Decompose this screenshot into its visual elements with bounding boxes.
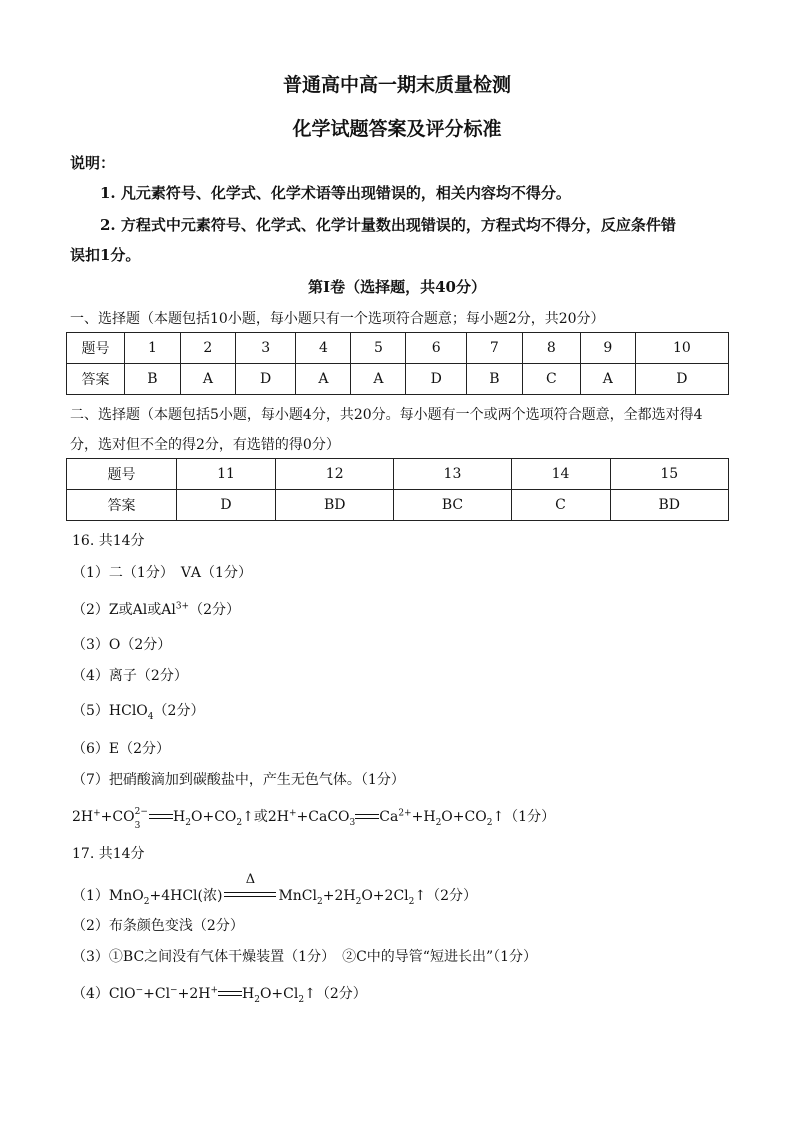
table-header-cell: 答案: [67, 490, 177, 521]
page-title: 普通高中高一期末质量检测: [282, 74, 511, 96]
answer-table-2: [66, 458, 729, 521]
q16-answer-2: （2）Z或Al或$Al^{3+}(2$分）: [72, 601, 241, 618]
q16-equation: 2H++CO 2− 3 $H_2O+CO_2↑$或2H++CaCO$_3$ $Ca^{2+}+H_2O+CO_2↑(1$分）: [72, 807, 556, 831]
q16-answer-3: （3）O（2分）: [72, 637, 172, 653]
question-number: 1: [125, 333, 181, 364]
part1-description: 一、选择题（本题包括10小题，每小题只有一个选项符合题意；每小题2分，共20分）: [70, 311, 605, 327]
equals-sign-icon: [218, 988, 242, 1000]
question-number: 3: [235, 333, 296, 364]
answer-cell: BD: [276, 490, 394, 521]
table-header-cell: 答案: [67, 364, 125, 395]
answer-cell: C: [511, 490, 610, 521]
notes-heading: 说明：: [70, 154, 116, 172]
q17-answer-1: （1）MnO$_2$+4HCl(浓) Δ $MnCl_2+2H_2O+2Cl_2↑(2$分）: [72, 872, 478, 907]
q17-answer-3: （3）①BC之间没有气体干燥装置（1分） ②C中的导管“短进长出”（1分）: [72, 949, 538, 965]
note-item: 2. 方程式中元素符号、化学式、化学计量数出现错误的，方程式均不得分，反应条件错: [100, 216, 676, 234]
question-number: 9: [580, 333, 635, 364]
table-row: [67, 364, 729, 395]
heating-equals-sign-icon: Δ: [222, 888, 278, 904]
question-number: 12: [276, 459, 394, 490]
question-number: 2: [180, 333, 235, 364]
answer-cell: D: [406, 364, 467, 395]
question-number: 15: [610, 459, 728, 490]
answer-cell: D: [635, 364, 728, 395]
answer-cell: A: [351, 364, 406, 395]
equals-sign-icon: [355, 811, 379, 823]
answer-cell: D: [177, 490, 276, 521]
equals-sign-icon: [149, 811, 173, 823]
question-number: 7: [466, 333, 522, 364]
table-row: [67, 459, 729, 490]
question-number: 8: [522, 333, 580, 364]
table-header-cell: 题号: [67, 459, 177, 490]
q16-answer-6: （6）E（2分）: [72, 741, 171, 757]
table-row: [67, 333, 729, 364]
note-item: 误扣1分。: [70, 246, 141, 264]
question-number: 11: [177, 459, 276, 490]
question-number: 10: [635, 333, 728, 364]
question-number: 5: [351, 333, 406, 364]
answer-cell: D: [235, 364, 296, 395]
answer-cell: A: [580, 364, 635, 395]
q16-answer-5: （5）HClO$_4$（2分）: [72, 703, 205, 722]
question-number: 14: [511, 459, 610, 490]
question-number: 6: [406, 333, 467, 364]
q16-answer-4: （4）离子（2分）: [72, 668, 188, 684]
note-item: 1. 凡元素符号、化学式、化学术语等出现错误的，相关内容均不得分。: [100, 184, 571, 202]
table-row: [67, 490, 729, 521]
answer-cell: C: [522, 364, 580, 395]
q16-answer-1: （1）二（1分） ⅤA（1分）: [72, 565, 252, 581]
table-header-cell: 题号: [67, 333, 125, 364]
answer-cell: BD: [610, 490, 728, 521]
answer-cell: BC: [394, 490, 511, 521]
question-number: 13: [394, 459, 511, 490]
q17-answer-4: （4）ClO−+Cl−+2H+ $H_2O+Cl_2↑(2$分）: [72, 985, 367, 1005]
q16-heading: 16. 共14分: [72, 533, 145, 549]
q16-answer-7: （7）把硝酸滴加到碳酸盐中，产生无色气体。（1分）: [72, 772, 405, 788]
part2-description: 分，选对但不全的得2分，有选错的得0分）: [70, 437, 340, 453]
q17-heading: 17. 共14分: [72, 846, 145, 862]
page-subtitle: 化学试题答案及评分标准: [292, 118, 502, 140]
answer-cell: B: [125, 364, 181, 395]
q17-answer-2: （2）布条颜色变浅（2分）: [72, 918, 244, 934]
part2-description: 二、选择题（本题包括5小题，每小题4分，共20分。每小题有一个或两个选项符合题意，全都选对得4: [70, 407, 703, 423]
answer-table-1: [66, 332, 729, 395]
question-number: 4: [296, 333, 351, 364]
answer-cell: B: [466, 364, 522, 395]
section-heading: 第Ⅰ卷（选择题，共40分）: [308, 278, 486, 296]
answer-cell: A: [296, 364, 351, 395]
answer-cell: A: [180, 364, 235, 395]
